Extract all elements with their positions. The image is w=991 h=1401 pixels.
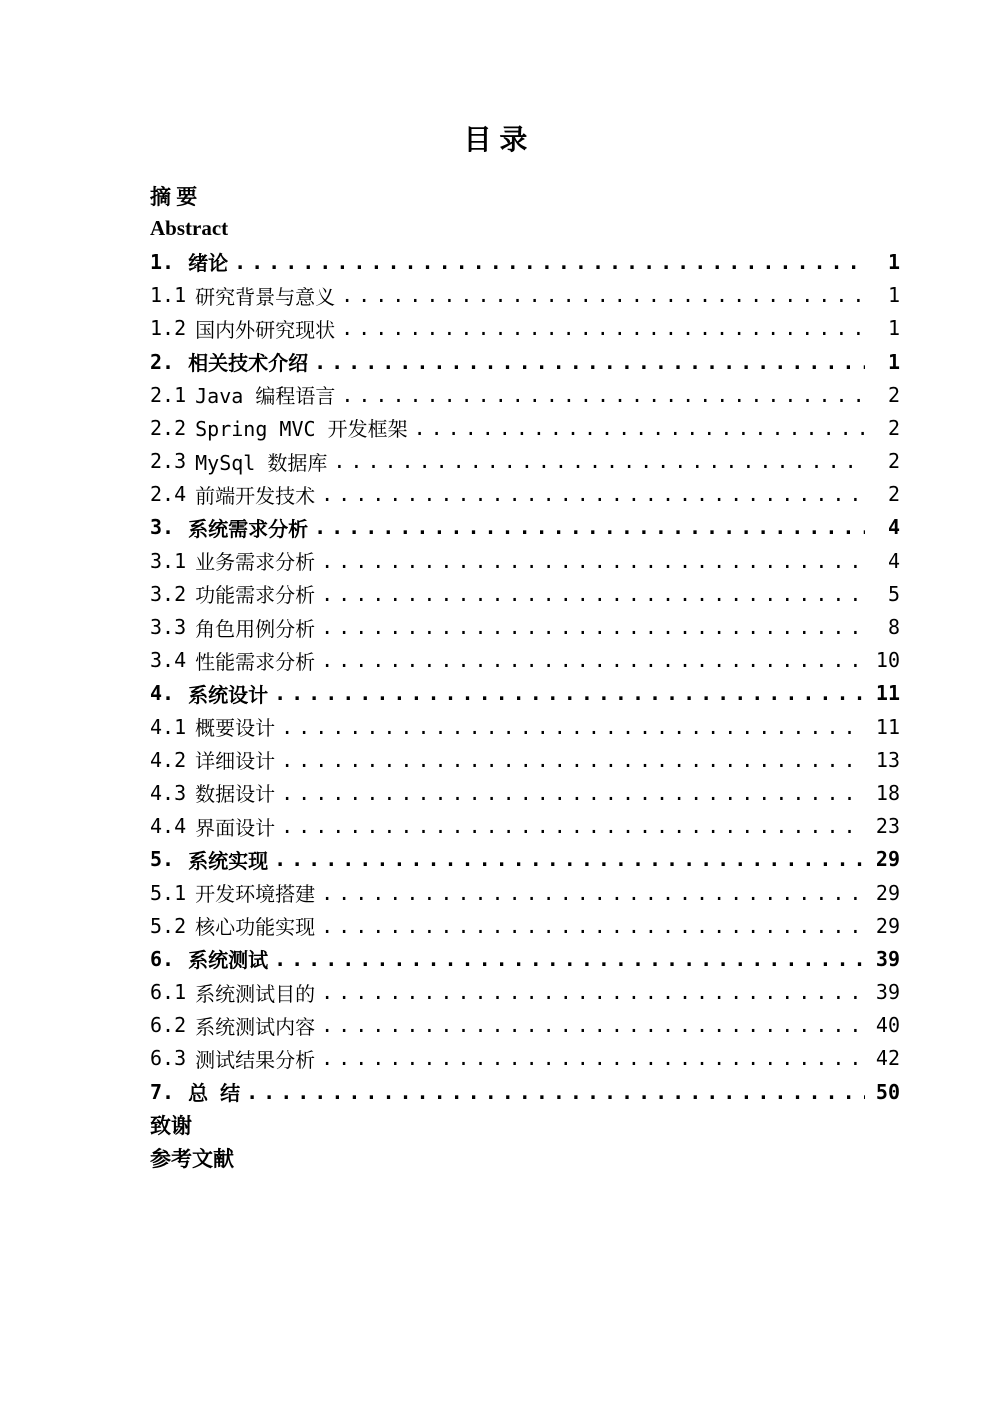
entry-number: 2.3 [150,449,187,474]
entry-title: 国内外研究现状 [195,317,336,342]
entry-title: 参考文献 [150,1147,234,1172]
entry-title: 性能需求分析 [195,649,316,674]
entry-number: 3.3 [150,615,187,640]
entry-page: 1 [887,249,900,274]
entry-number: 6. [150,946,175,971]
entry-page: 29 [875,913,900,938]
entry-page: 8 [887,615,900,640]
entry-title: 相关技术介绍 [188,351,309,376]
toc-entry [150,511,900,544]
dot-leader [321,478,865,511]
toc-entry [150,743,900,776]
dot-leader [274,677,865,710]
entry-number: 4.3 [150,780,187,805]
dot-leader [281,743,865,776]
entry-title: 数据设计 [195,782,276,807]
toc-entry [150,478,900,511]
entry-page: 11 [875,681,900,706]
entry-number: 3.2 [150,581,187,606]
entry-page: 40 [875,1013,900,1038]
entry-title: 系统测试目的 [195,981,316,1006]
entry-number: 2.2 [150,415,187,440]
toc-entry [150,776,900,809]
dot-leader [414,411,865,444]
dot-leader [281,710,865,743]
entry-number: 3.1 [150,548,187,573]
entry-number: 6.3 [150,1046,187,1071]
entry-title: 系统需求分析 [188,516,309,541]
entry-page: 5 [887,581,900,606]
entry-title: MySql 数据库 [195,450,328,475]
entry-number: 5.1 [150,880,187,905]
entry-page: 2 [887,382,900,407]
dot-leader [274,843,865,876]
entry-number: 1.2 [150,316,187,341]
entry-page: 42 [875,1046,900,1071]
dot-leader [314,511,865,544]
entry-title: 系统测试内容 [195,1014,316,1039]
toc-entry [150,976,900,1009]
entry-title: 前端开发技术 [195,483,316,508]
dot-leader [333,445,865,478]
entry-title: 研究背景与意义 [195,284,336,309]
dot-leader [321,610,865,643]
entry-number: 3. [150,515,175,540]
entry-number: 4. [150,681,175,706]
toc-entry [150,411,900,444]
entry-page: 11 [875,714,900,739]
toc-entry [150,445,900,478]
entry-number: 4.1 [150,714,187,739]
entry-page: 23 [875,814,900,839]
entry-title: Java 编程语言 [195,384,336,409]
entry-title: 角色用例分析 [195,616,316,641]
entry-number: 3.4 [150,648,187,673]
entry-number: 2.1 [150,382,187,407]
entry-number: 1.1 [150,283,187,308]
dot-leader [274,942,865,975]
entry-number: 7. [150,1079,175,1104]
entry-title: 核心功能实现 [195,915,316,940]
toc-entry [150,843,900,876]
entry-page: 1 [887,283,900,308]
toc-entry [150,279,900,312]
entry-number: 2.4 [150,482,187,507]
entry-title: 详细设计 [195,749,276,774]
dot-leader [281,776,865,809]
toc-entry [150,577,900,610]
entry-page: 50 [875,1079,900,1104]
entry-title: 测试结果分析 [195,1047,316,1072]
toc-entry [150,710,900,743]
entry-page: 4 [887,548,900,573]
entry-title: 系统实现 [188,848,269,873]
entry-number: 2. [150,349,175,374]
dot-leader [281,810,865,843]
entry-title: 概要设计 [195,716,276,741]
entry-title: 致谢 [150,1113,192,1138]
entry-title: 摘 要 [150,184,198,209]
entry-number: 5. [150,847,175,872]
toc-entry [150,1042,900,1075]
dot-leader [341,378,865,411]
entry-number: 6.2 [150,1013,187,1038]
entry-title: 总 结 [188,1081,241,1106]
entry-page: 39 [875,980,900,1005]
toc-entry [150,1141,900,1174]
entry-number: 1. [150,249,175,274]
toc-entry [150,212,900,245]
entry-number: 6.1 [150,980,187,1005]
toc-entry [150,909,900,942]
entry-title: 界面设计 [195,815,276,840]
toc-entry [150,677,900,710]
dot-leader [321,544,865,577]
dot-leader [341,279,865,312]
entry-title: 功能需求分析 [195,583,316,608]
toc-entry [150,1108,900,1141]
entry-title: 系统设计 [188,682,269,707]
entry-page: 2 [887,415,900,440]
toc-entry [150,810,900,843]
dot-leader [321,644,865,677]
dot-leader [321,976,865,1009]
entry-page: 10 [875,648,900,673]
entry-page: 1 [887,349,900,374]
entry-number: 5.2 [150,913,187,938]
entry-title: 开发环境搭建 [195,882,316,907]
toc-entry [150,876,900,909]
entry-number: 4.2 [150,747,187,772]
entry-page: 18 [875,780,900,805]
toc-entry [150,1075,900,1108]
dot-leader [321,909,865,942]
entry-title: 绪论 [188,251,229,276]
page-title: 目 录 [463,124,528,155]
entry-number: 4.4 [150,814,187,839]
entry-page: 2 [887,482,900,507]
entry-page: 13 [875,747,900,772]
toc-entry [150,245,900,278]
dot-leader [321,876,865,909]
dot-leader [321,1009,865,1042]
toc-entry [150,179,900,212]
toc-entry [150,644,900,677]
toc-entry [150,610,900,643]
dot-leader [314,345,865,378]
dot-leader [246,1075,865,1108]
toc-entry [150,1009,900,1042]
toc-entry [150,312,900,345]
toc-entry [150,378,900,411]
toc-entry [150,942,900,975]
entry-title: 业务需求分析 [195,550,316,575]
toc-entry [150,544,900,577]
entry-page: 1 [887,316,900,341]
entry-page: 39 [875,946,900,971]
dot-leader [341,312,865,345]
entry-page: 29 [875,880,900,905]
entry-title: Spring MVC 开发框架 [195,417,408,442]
dot-leader [321,577,865,610]
entry-page: 4 [887,515,900,540]
entry-page: 2 [887,449,900,474]
dot-leader [321,1042,865,1075]
toc-list [0,179,991,1175]
entry-title: 系统测试 [188,948,269,973]
entry-title: Abstract [150,216,229,241]
toc-entry [150,345,900,378]
dot-leader [234,245,865,278]
entry-page: 29 [875,847,900,872]
